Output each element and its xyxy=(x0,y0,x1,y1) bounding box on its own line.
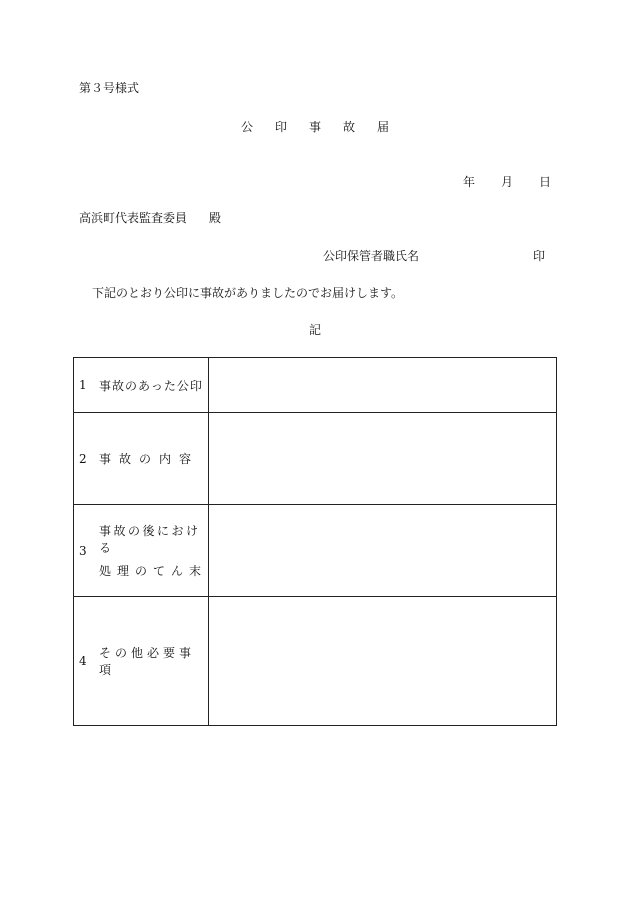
row-value-cell[interactable] xyxy=(209,413,557,505)
note-label: 記 xyxy=(308,323,321,337)
row-label-cell xyxy=(74,597,209,726)
table-row xyxy=(74,597,557,726)
intro-text: 下記のとおり公印に事故がありましたのでお届けします。 xyxy=(92,286,404,300)
row-label: その他必要事項 xyxy=(99,646,196,677)
addressee xyxy=(79,212,221,224)
applicant-label: 公印保管者職氏名 xyxy=(323,249,420,263)
table-row xyxy=(74,505,557,597)
title-char: 事 xyxy=(308,120,321,134)
table-row xyxy=(74,358,557,413)
date-month: 月 xyxy=(501,175,514,189)
row-value-cell[interactable] xyxy=(209,358,557,413)
row-number: 2 xyxy=(79,451,87,466)
row-label: 事故のあった公印 xyxy=(99,378,203,393)
title-char: 故 xyxy=(343,120,356,134)
row-label-line1: 事故の後における xyxy=(99,524,201,555)
title-char: 印 xyxy=(274,120,287,134)
title-char: 届 xyxy=(377,120,390,134)
row-label-cell xyxy=(74,413,209,505)
row-label-cell xyxy=(74,358,209,413)
row-value-cell[interactable] xyxy=(209,597,557,726)
row-label-line2: 処理のてん末 xyxy=(99,564,208,578)
row-label-cell xyxy=(74,505,209,597)
accident-form-table xyxy=(73,357,557,726)
row-number: 1 xyxy=(79,378,87,392)
date-day: 日 xyxy=(539,175,552,189)
document-title xyxy=(0,121,630,133)
title-char: 公 xyxy=(240,120,253,134)
date-year: 年 xyxy=(463,175,476,189)
seal-mark: 印 xyxy=(533,249,546,263)
form-number: 第３号様式 xyxy=(79,81,140,95)
addressee-name: 高浜町代表監査委員 xyxy=(79,211,188,225)
row-value-cell[interactable] xyxy=(209,505,557,597)
row-label: 事故の内容 xyxy=(99,452,200,466)
addressee-honorific: 殿 xyxy=(209,211,222,225)
table-row xyxy=(74,413,557,505)
row-number: 3 xyxy=(79,543,87,558)
row-number: 4 xyxy=(79,654,87,668)
date-row xyxy=(463,176,551,188)
